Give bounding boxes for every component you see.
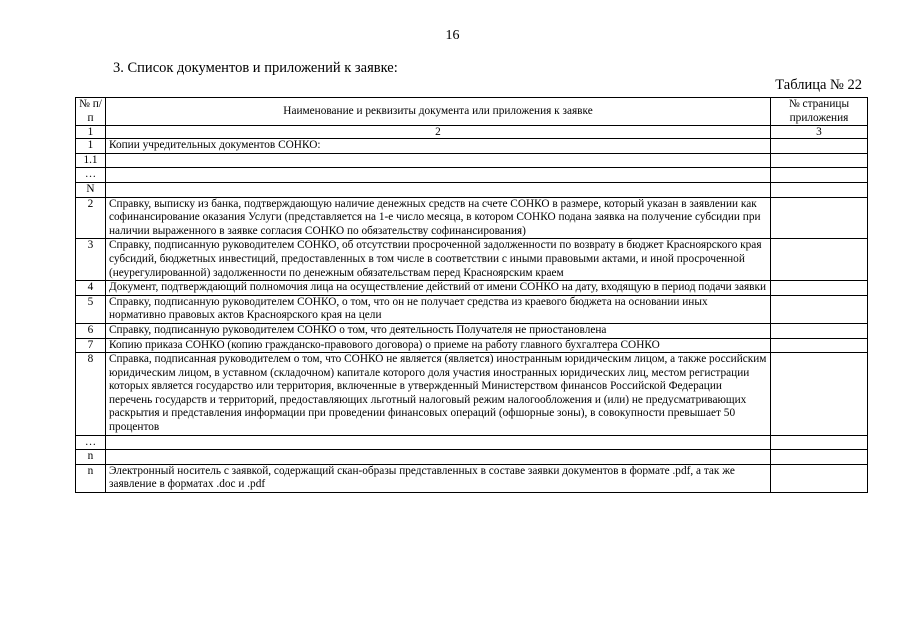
table-header-row <box>76 98 868 126</box>
row-page-number <box>771 295 868 323</box>
row-page-number <box>771 168 868 183</box>
row-page-number <box>771 281 868 296</box>
table-row <box>76 435 868 450</box>
header-num: № п/п <box>76 98 106 126</box>
table-row <box>76 295 868 323</box>
row-document-name <box>106 450 771 465</box>
row-number: … <box>76 168 106 183</box>
row-document-name: Справку, подписанную руководителем СОНКО, о том, что он не получает средства из краевого бюджета на основании иных нормативно правовых актов Красноярского края на цели <box>106 295 771 323</box>
row-page-number <box>771 182 868 197</box>
row-page-number <box>771 197 868 239</box>
row-document-name: Копию приказа СОНКО (копию гражданско-правового договора) о приеме на работу главного бухгалтера СОНКО <box>106 338 771 353</box>
table-row <box>76 168 868 183</box>
row-number: 4 <box>76 281 106 296</box>
row-page-number <box>771 323 868 338</box>
row-document-name: Справку, подписанную руководителем СОНКО, об отсутствии просроченной задолженности по возврату в бюджет Красноярского края субсидий, бюджетных инвестиций, предоставленных в том числе в соответствии с иными правовыми актами, и иной просроченной (неурегулированной) задолженности по денежным обязательствам перед Красноярским краем <box>106 239 771 281</box>
header-name: Наименование и реквизиты документа или приложения к заявке <box>106 98 771 126</box>
row-page-number <box>771 153 868 168</box>
row-number: n <box>76 450 106 465</box>
row-number: 8 <box>76 353 106 436</box>
colnum-2: 2 <box>106 126 771 139</box>
table-row <box>76 153 868 168</box>
row-page-number <box>771 239 868 281</box>
colnum-1: 1 <box>76 126 106 139</box>
table-caption: Таблица № 22 <box>775 77 862 93</box>
row-document-name: Справку, подписанную руководителем СОНКО о том, что деятельность Получателя не приостановлена <box>106 323 771 338</box>
section-heading: 3. Список документов и приложений к заявке: <box>113 60 398 76</box>
row-page-number <box>771 338 868 353</box>
row-number: 1 <box>76 139 106 154</box>
row-page-number <box>771 464 868 492</box>
row-number: 1.1 <box>76 153 106 168</box>
column-number-row <box>76 126 868 139</box>
table-row <box>76 182 868 197</box>
table-row <box>76 139 868 154</box>
table-row <box>76 464 868 492</box>
table-row <box>76 450 868 465</box>
row-document-name <box>106 435 771 450</box>
colnum-3: 3 <box>771 126 868 139</box>
row-document-name <box>106 153 771 168</box>
row-number: 3 <box>76 239 106 281</box>
table-row <box>76 197 868 239</box>
row-page-number <box>771 139 868 154</box>
table-row <box>76 323 868 338</box>
row-document-name: Справку, выписку из банка, подтверждающую наличие денежных средств на счете СОНКО в размере, который указан в заявлении как софинансирование оказания Услуги (представляется на 1-е число месяца, в котором СОНКО подана заявка на получение субсидии при наличии выраженного в заявке согласия СОНКО по обязательству софинансирования) <box>106 197 771 239</box>
table-row <box>76 338 868 353</box>
table-row <box>76 239 868 281</box>
table-row <box>76 353 868 436</box>
row-number: 5 <box>76 295 106 323</box>
row-number: 2 <box>76 197 106 239</box>
row-page-number <box>771 435 868 450</box>
row-number: … <box>76 435 106 450</box>
row-document-name: Копии учредительных документов СОНКО: <box>106 139 771 154</box>
row-document-name: Документ, подтверждающий полномочия лица на осуществление действий от имени СОНКО на дату, входящую в период подачи заявки <box>106 281 771 296</box>
row-page-number <box>771 450 868 465</box>
row-number: N <box>76 182 106 197</box>
row-number: n <box>76 464 106 492</box>
row-page-number <box>771 353 868 436</box>
page-number: 16 <box>445 28 460 43</box>
documents-table <box>75 97 868 493</box>
row-document-name: Электронный носитель с заявкой, содержащий скан-образы представленных в составе заявки документов в формате .pdf, а так же заявление в форматах .doc и .pdf <box>106 464 771 492</box>
row-document-name <box>106 168 771 183</box>
row-number: 6 <box>76 323 106 338</box>
table-row <box>76 281 868 296</box>
row-number: 7 <box>76 338 106 353</box>
row-document-name <box>106 182 771 197</box>
row-document-name: Справка, подписанная руководителем о том, что СОНКО не является (является) иностранным юридическим лицом, а также российским юридическим лицом, в уставном (складочном) капитале которого доля участия иностранных юридических лиц, местом регистрации которых является государство или территория, включенные в утвержденный Министерством финансов Российской Федерации перечень государств и территорий, предоставляющих льготный налоговый режим налогообложения и (или) не предусматривающих раскрытия и представления информации при проведении финансовых операций (офшорные зоны), в совокупности превышает 50 процентов <box>106 353 771 436</box>
header-page: № страницы приложения <box>771 98 868 126</box>
